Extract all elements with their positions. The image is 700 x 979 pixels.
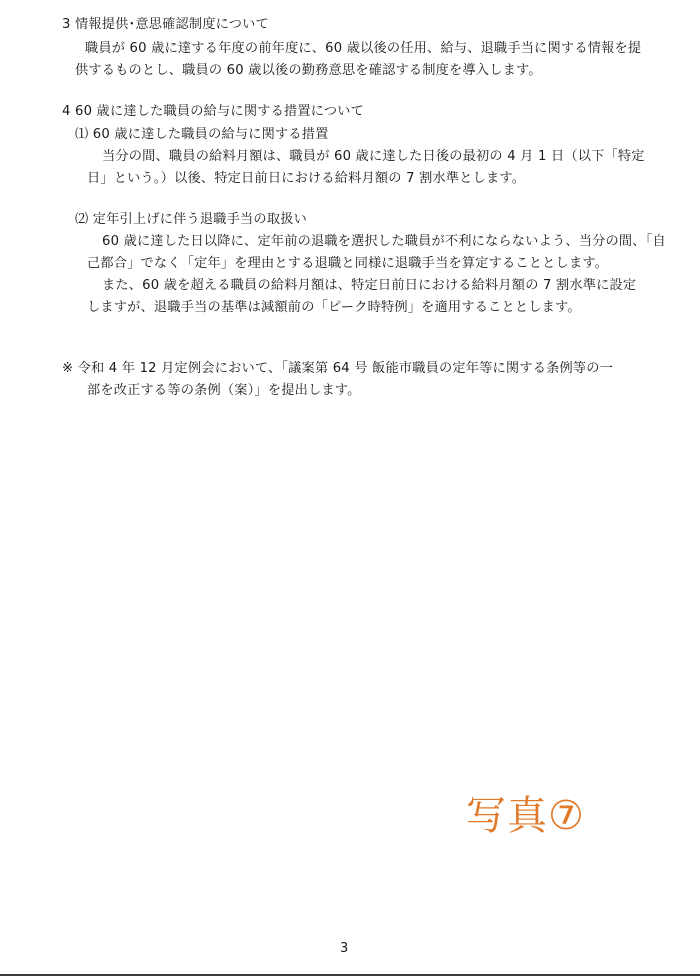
page-number: 3 [340, 941, 349, 956]
section-3-text-line-1: 職員が 60 歳に達する年度の前年度に、60 歳以後の任用、給与、退職手当に関する情報を提 [85, 41, 642, 56]
photo-label: 写真⑦ [466, 793, 585, 839]
section-4-2-text-line-4: しますが、退職手当の基準は減額前の「ピーク時特例」を適用することとします。 [87, 300, 581, 315]
note-line-2: 部を改正する等の条例（案）」を提出します。 [87, 383, 361, 398]
section-4-1-text-line-2: 日」という。）以後、特定日前日における給料月額の 7 割水準とします。 [87, 171, 526, 186]
section-4-1-text-line-1: 当分の間、職員の給料月額は、職員が 60 歳に達した日後の最初の 4 月 1 日（以下「特定 [102, 149, 645, 164]
section-4-1-heading: ⑴ 60 歳に達した職員の給与に関する措置 [75, 127, 329, 142]
section-4-heading: 4 60 歳に達した職員の給与に関する措置について [62, 104, 365, 119]
section-4-2-text-line-1: 60 歳に達した日以降に、定年前の退職を選択した職員が不利にならないよう、当分の間、「自 [102, 234, 666, 249]
note-line-1: ※ 令和 4 年 12 月定例会において、「議案第 64 号 飯能市職員の定年等に関する条例等の一 [62, 361, 614, 376]
bottom-rule [0, 974, 700, 976]
section-3-text-line-2: 供するものとし、職員の 60 歳以後の勤務意思を確認する制度を導入します。 [75, 63, 542, 78]
section-4-2-text-line-2: 己都合」でなく「定年」を理由とする退職と同様に退職手当を算定することとします。 [87, 256, 609, 271]
section-4-2-text-line-3: また、60 歳を超える職員の給料月額は、特定日前日における給料月額の 7 割水準に設定 [102, 278, 637, 293]
section-3-heading: 3 情報提供･意思確認制度について [62, 17, 269, 32]
section-4-2-heading: ⑵ 定年引上げに伴う退職手当の取扱い [75, 212, 307, 227]
